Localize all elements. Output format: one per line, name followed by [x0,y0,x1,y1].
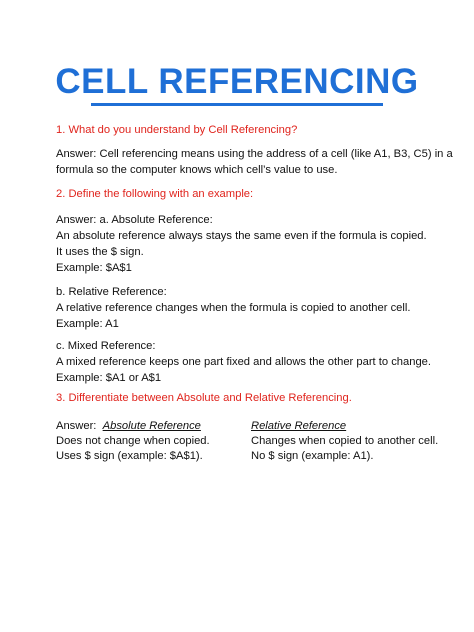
answer-1-line-2: formula so the computer knows which cell’s value to use. [56,164,338,176]
relative-line-1: A relative reference changes when the formula is copied to another cell. [56,302,411,314]
absolute-example: Example: $A$1 [56,262,132,274]
relative-row-1: Changes when copied to another cell. [251,435,439,447]
mixed-example: Example: $A1 or A$1 [56,372,162,384]
answer-prefix: Answer: [56,420,97,432]
answer-2a [56,212,446,276]
comparison-absolute-header [56,418,201,434]
mixed-heading: c. Mixed Reference: [56,340,156,352]
question-2 [56,186,446,202]
absolute-column-heading: Absolute Reference [102,420,201,432]
relative-row-2: No $ sign (example: A1). [251,450,374,462]
question-2-text: 2. Define the following with an example: [56,188,254,200]
question-3-text: 3. Differentiate between Absolute and Relative Referencing. [56,392,352,404]
question-1-text: 1. What do you understand by Cell Referencing? [56,124,298,136]
relative-example: Example: A1 [56,318,119,330]
answer-1 [56,146,453,178]
title-underline [91,103,383,106]
absolute-row-2: Uses $ sign (example: $A$1). [56,450,203,462]
page-title: CELL REFERENCING [55,62,419,101]
absolute-row-1: Does not change when copied. [56,435,210,447]
mixed-line-1: A mixed reference keeps one part fixed and allows the other part to change. [56,356,432,368]
relative-heading: b. Relative Reference: [56,286,167,298]
absolute-line-1: An absolute reference always stays the same even if the formula is copied. [56,230,427,242]
question-1 [56,122,446,138]
question-3 [56,390,446,406]
absolute-heading: Answer: a. Absolute Reference: [56,214,213,226]
relative-column-heading: Relative Reference [251,420,347,432]
answer-2b [56,284,446,332]
answer-2c [56,338,446,386]
absolute-line-2: It uses the $ sign. [56,246,144,258]
answer-1-line-1: Answer: Cell referencing means using the address of a cell (like A1, B3, C5) in a [56,148,453,160]
